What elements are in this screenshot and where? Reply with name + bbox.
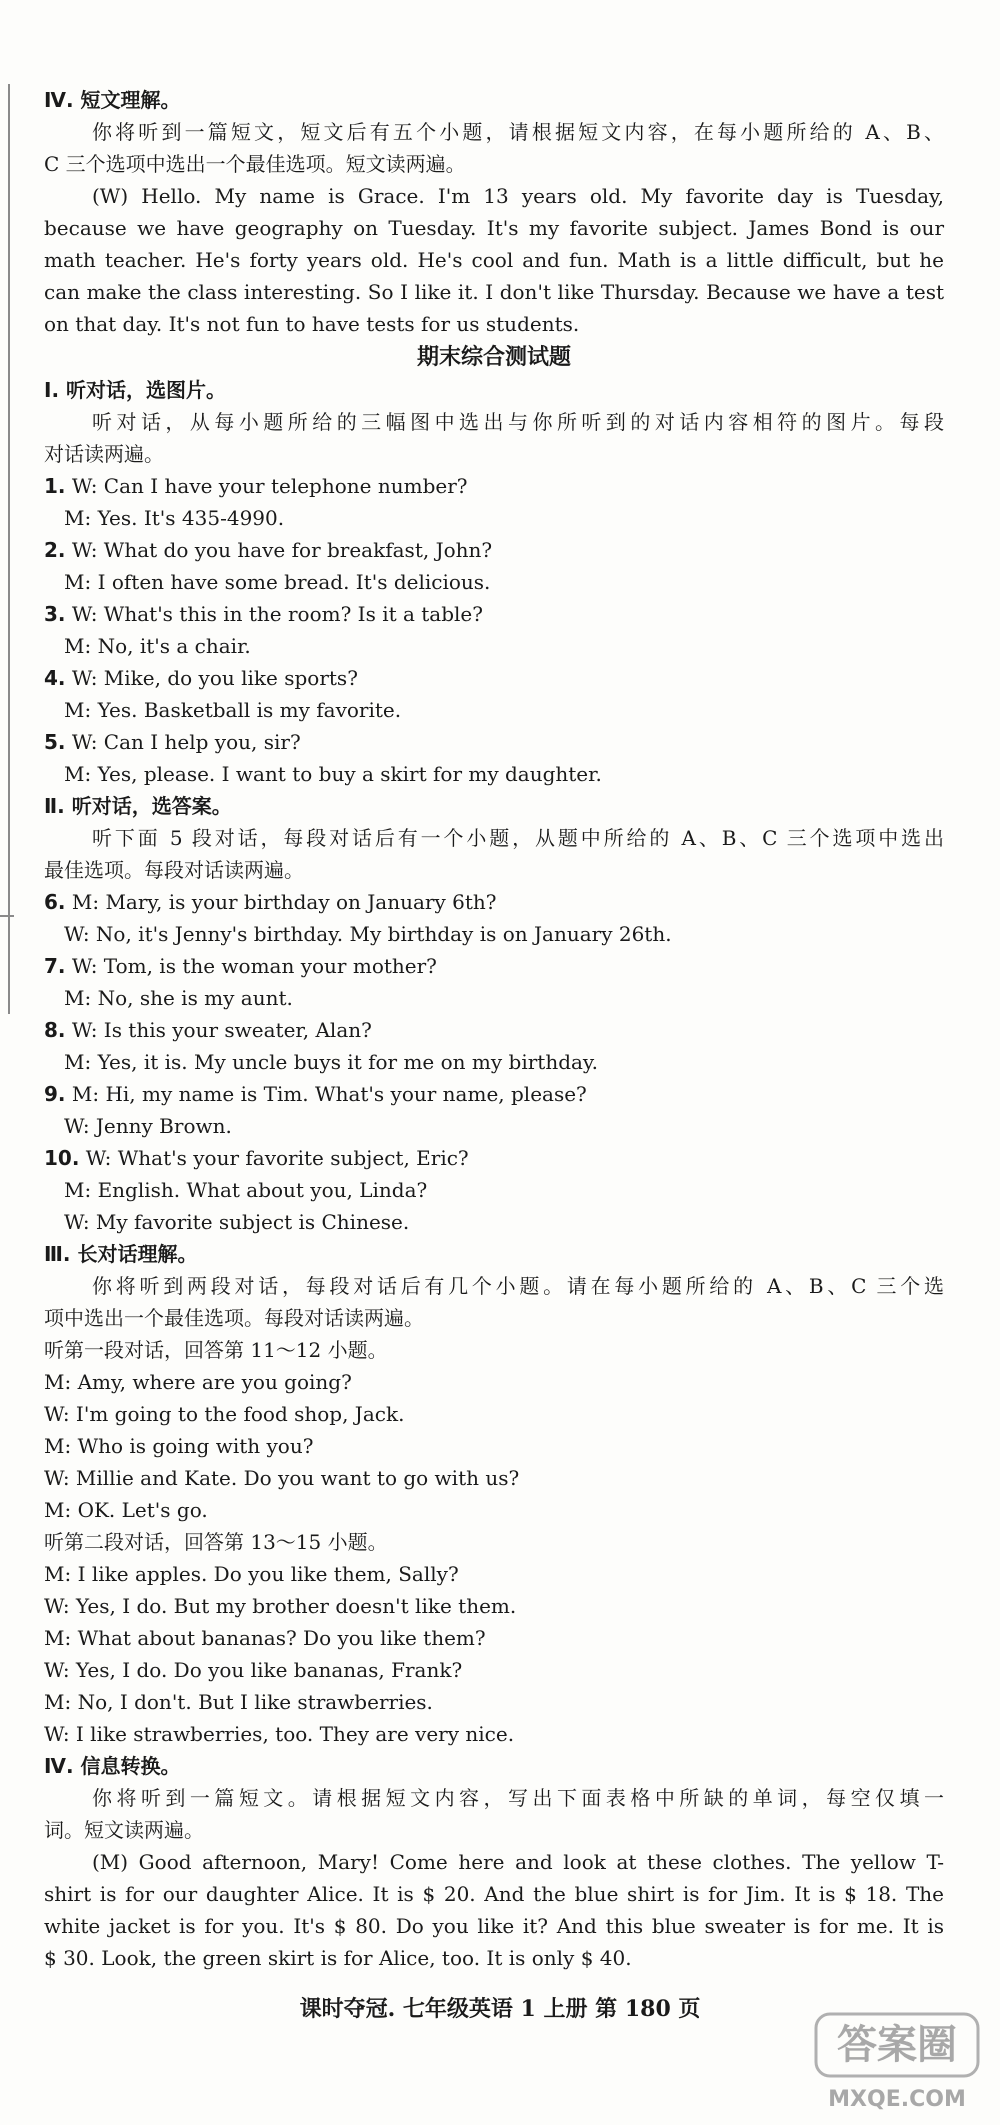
dialogue-line xyxy=(44,534,944,566)
dialogue-line: M: Amy, where are you going? xyxy=(44,1370,352,1394)
watermark-text-cn: 答案圈 xyxy=(837,2022,957,2068)
dialogue-line: W: I'm going to the food shop, Jack. xyxy=(44,1402,405,1426)
passage-line: (M) Good afternoon, Mary! Come here and look at these clothes. The yellow T- xyxy=(92,1850,944,1874)
instruction-line: 最佳选项。每段对话读两遍。 xyxy=(44,858,304,882)
dialogue-line xyxy=(44,1014,944,1046)
dialogue-text: W: Is this your sweater, Alan? xyxy=(71,1018,372,1042)
dialogue-line: M: Yes, please. I want to buy a skirt for my daughter. xyxy=(64,762,602,786)
dialogue-text: W: What do you have for breakfast, John? xyxy=(71,538,493,562)
passage-line: white jacket is for you. It's $ 80. Do you like it? And this blue sweater is for me. It is xyxy=(44,1914,944,1938)
dialogue-line: M: OK. Let's go. xyxy=(44,1498,208,1522)
passage-line: on that day. It's not fun to have tests for us students. xyxy=(44,312,580,336)
dialogue-line xyxy=(44,662,944,694)
passage-line: can make the class interesting. So I like it. I don't like Thursday. Because we have a test xyxy=(44,280,944,304)
dialogue-line: W: Jenny Brown. xyxy=(64,1114,232,1138)
dialogue-line: M: No, she is my aunt. xyxy=(64,986,293,1010)
passage-line: (W) Hello. My name is Grace. I'm 13 years old. My favorite day is Tuesday, xyxy=(92,184,944,208)
section-title: Ⅳ. 信息转换。 xyxy=(44,1754,181,1778)
dialogue-line: W: Millie and Kate. Do you want to go with us? xyxy=(44,1466,520,1490)
passage-line: $ 30. Look, the green skirt is for Alice, too. It is only $ 40. xyxy=(44,1946,632,1970)
dialogue-text: W: Mike, do you like sports? xyxy=(71,666,358,690)
dialogue-line: M: No, I don't. But I like strawberries. xyxy=(44,1690,433,1714)
item-number: 7. xyxy=(44,954,66,978)
dialogue-line xyxy=(44,598,944,630)
watermark-text-url: MXQE.COM xyxy=(828,2087,966,2112)
page-footer: 课时夺冠. 七年级英语 1 上册 第 180 页 xyxy=(299,1996,701,2022)
dialogue-text: W: What's your favorite subject, Eric? xyxy=(85,1146,469,1170)
dialogue-line xyxy=(44,950,944,982)
item-number: 4. xyxy=(44,666,66,690)
dialogue-line xyxy=(44,1078,944,1110)
dialogue-line: M: What about bananas? Do you like them? xyxy=(44,1626,486,1650)
dialogue-line: W: No, it's Jenny's birthday. My birthday is on January 26th. xyxy=(64,922,672,946)
instruction-line: 你将听到一篇短文。请根据短文内容，写出下面表格中所缺的单词，每空仅填一 xyxy=(92,1786,944,1810)
dialogue-heading: 听第二段对话，回答第 13～15 小题。 xyxy=(44,1530,388,1554)
dialogue-line: M: I like apples. Do you like them, Sally? xyxy=(44,1562,459,1586)
instruction-line: 你将听到一篇短文，短文后有五个小题，请根据短文内容，在每小题所给的 A、B、 xyxy=(92,120,944,144)
instruction-line: 听对话，从每小题所给的三幅图中选出与你所听到的对话内容相符的图片。每段 xyxy=(92,410,944,434)
passage-line: shirt is for our daughter Alice. It is $ 20. And the blue shirt is for Jim. It is $ 18. The xyxy=(44,1882,944,1906)
dialogue-heading: 听第一段对话，回答第 11～12 小题。 xyxy=(44,1338,388,1362)
watermark-logo xyxy=(812,2010,982,2115)
instruction-line: 你将听到两段对话，每段对话后有几个小题。请在每小题所给的 A、B、C 三个选 xyxy=(92,1274,944,1298)
section-title: Ⅰ. 听对话，选图片。 xyxy=(44,378,227,402)
dialogue-text: W: Tom, is the woman your mother? xyxy=(71,954,437,978)
dialogue-line: M: Yes, it is. My uncle buys it for me on my birthday. xyxy=(64,1050,598,1074)
instruction-line: 词。短文读两遍。 xyxy=(44,1818,204,1842)
binding-line xyxy=(8,84,10,1014)
item-number: 10. xyxy=(44,1146,80,1170)
dialogue-text: M: Hi, my name is Tim. What's your name, please? xyxy=(71,1082,587,1106)
item-number: 6. xyxy=(44,890,66,914)
dialogue-text: W: What's this in the room? Is it a table? xyxy=(71,602,483,626)
dialogue-text: M: Mary, is your birthday on January 6th? xyxy=(71,890,497,914)
dialogue-line xyxy=(44,886,944,918)
dialogue-line: M: I often have some bread. It's delicious. xyxy=(64,570,491,594)
dialogue-text: W: Can I help you, sir? xyxy=(71,730,301,754)
section-title: Ⅱ. 听对话，选答案。 xyxy=(44,794,232,818)
passage-line: because we have geography on Tuesday. It's my favorite subject. James Bond is our xyxy=(44,216,944,240)
item-number: 9. xyxy=(44,1082,66,1106)
item-number: 2. xyxy=(44,538,66,562)
passage-line: math teacher. He's forty years old. He's cool and fun. Math is a little difficult, but he xyxy=(44,248,944,272)
dialogue-line: M: Yes. It's 435-4990. xyxy=(64,506,285,530)
dialogue-line: W: I like strawberries, too. They are very nice. xyxy=(44,1722,515,1746)
dialogue-line: M: Yes. Basketball is my favorite. xyxy=(64,698,402,722)
dialogue-line xyxy=(44,726,944,758)
binding-mark xyxy=(0,915,14,917)
item-number: 1. xyxy=(44,474,66,498)
instruction-line: 项中选出一个最佳选项。每段对话读两遍。 xyxy=(44,1306,424,1330)
item-number: 3. xyxy=(44,602,66,626)
dialogue-line: W: Yes, I do. Do you like bananas, Frank? xyxy=(44,1658,463,1682)
section-title: Ⅳ. 短文理解。 xyxy=(44,88,181,112)
section-title: Ⅲ. 长对话理解。 xyxy=(44,1242,198,1266)
instruction-line: 听下面 5 段对话，每段对话后有一个小题，从题中所给的 A、B、C 三个选项中选出 xyxy=(92,826,944,850)
exam-title: 期末综合测试题 xyxy=(416,345,571,370)
dialogue-line: M: No, it's a chair. xyxy=(64,634,251,658)
dialogue-text: W: Can I have your telephone number? xyxy=(71,474,468,498)
dialogue-line xyxy=(44,1142,944,1174)
dialogue-line: W: My favorite subject is Chinese. xyxy=(64,1210,410,1234)
dialogue-line: M: English. What about you, Linda? xyxy=(64,1178,428,1202)
instruction-line: 对话读两遍。 xyxy=(44,442,164,466)
instruction-line: C 三个选项中选出一个最佳选项。短文读两遍。 xyxy=(44,152,466,176)
dialogue-line xyxy=(44,470,944,502)
dialogue-line: M: Who is going with you? xyxy=(44,1434,314,1458)
page-content xyxy=(44,84,944,1974)
dialogue-line: W: Yes, I do. But my brother doesn't like them. xyxy=(44,1594,517,1618)
item-number: 5. xyxy=(44,730,66,754)
item-number: 8. xyxy=(44,1018,66,1042)
